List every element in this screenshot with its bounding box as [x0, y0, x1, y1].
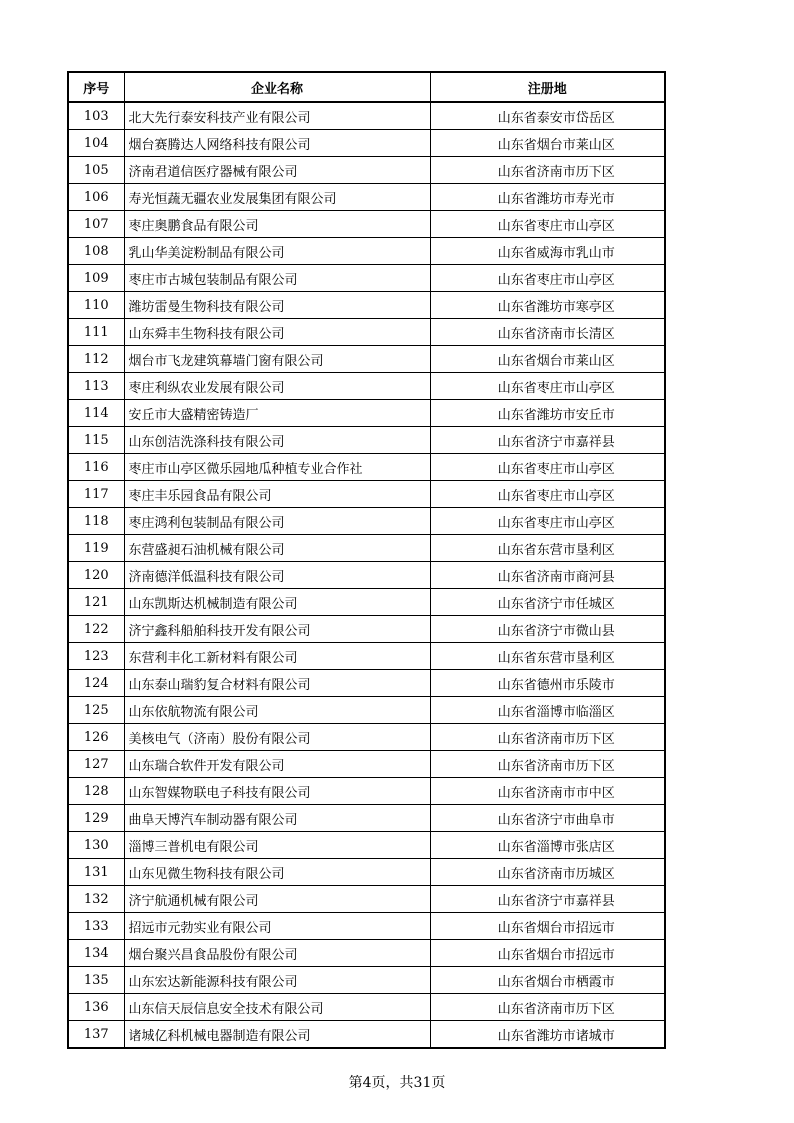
row-serial-number: 105	[68, 157, 124, 184]
row-serial-number: 110	[68, 292, 124, 319]
row-serial-number: 122	[68, 616, 124, 643]
row-serial-number: 103	[68, 102, 124, 130]
row-company-name: 东营盛昶石油机械有限公司	[124, 535, 430, 562]
table-row	[68, 967, 665, 994]
row-serial-number: 114	[68, 400, 124, 427]
row-company-name: 枣庄市古城包装制品有限公司	[124, 265, 430, 292]
row-company-name: 潍坊雷曼生物科技有限公司	[124, 292, 430, 319]
row-serial-number: 126	[68, 724, 124, 751]
row-serial-number: 135	[68, 967, 124, 994]
row-serial-number: 131	[68, 859, 124, 886]
page-number: 第4页，共31页	[348, 1075, 446, 1091]
row-serial-number: 124	[68, 670, 124, 697]
row-registered-place: 山东省潍坊市安丘市	[430, 400, 665, 427]
row-serial-number: 132	[68, 886, 124, 913]
table-row	[68, 751, 665, 778]
table-row	[68, 427, 665, 454]
table-row	[68, 913, 665, 940]
table-row	[68, 535, 665, 562]
header-registered-place: 注册地	[430, 72, 665, 102]
row-company-name: 淄博三普机电有限公司	[124, 832, 430, 859]
row-serial-number: 130	[68, 832, 124, 859]
row-registered-place: 山东省济南市历下区	[430, 751, 665, 778]
table-header-row	[68, 72, 665, 102]
row-registered-place: 山东省枣庄市山亭区	[430, 265, 665, 292]
row-registered-place: 山东省潍坊市寿光市	[430, 184, 665, 211]
row-company-name: 枣庄利纵农业发展有限公司	[124, 373, 430, 400]
row-serial-number: 120	[68, 562, 124, 589]
row-company-name: 枣庄鸿利包装制品有限公司	[124, 508, 430, 535]
row-registered-place: 山东省威海市乳山市	[430, 238, 665, 265]
table-row	[68, 805, 665, 832]
table-row	[68, 102, 665, 130]
row-company-name: 招远市元勃实业有限公司	[124, 913, 430, 940]
row-company-name: 烟台赛腾达人网络科技有限公司	[124, 130, 430, 157]
row-registered-place: 山东省济宁市曲阜市	[430, 805, 665, 832]
row-registered-place: 山东省淄博市临淄区	[430, 697, 665, 724]
row-company-name: 枣庄市山亭区微乐园地瓜种植专业合作社	[124, 454, 430, 481]
table-row	[68, 292, 665, 319]
table-row	[68, 616, 665, 643]
row-registered-place: 山东省济宁市任城区	[430, 589, 665, 616]
table-row	[68, 481, 665, 508]
row-registered-place: 山东省烟台市莱山区	[430, 130, 665, 157]
table-row	[68, 508, 665, 535]
table-row	[68, 1021, 665, 1049]
row-company-name: 诸城亿科机械电器制造有限公司	[124, 1021, 430, 1049]
row-registered-place: 山东省枣庄市山亭区	[430, 508, 665, 535]
row-company-name: 山东信天辰信息安全技术有限公司	[124, 994, 430, 1021]
row-serial-number: 109	[68, 265, 124, 292]
row-serial-number: 134	[68, 940, 124, 967]
row-company-name: 枣庄奥鹏食品有限公司	[124, 211, 430, 238]
row-company-name: 济宁鑫科船舶科技开发有限公司	[124, 616, 430, 643]
row-company-name: 北大先行泰安科技产业有限公司	[124, 102, 430, 130]
row-company-name: 山东见微生物科技有限公司	[124, 859, 430, 886]
row-company-name: 山东泰山瑞豹复合材料有限公司	[124, 670, 430, 697]
row-serial-number: 117	[68, 481, 124, 508]
row-registered-place: 山东省枣庄市山亭区	[430, 481, 665, 508]
row-registered-place: 山东省烟台市莱山区	[430, 346, 665, 373]
row-registered-place: 山东省枣庄市山亭区	[430, 373, 665, 400]
table-row	[68, 589, 665, 616]
row-company-name: 东营利丰化工新材料有限公司	[124, 643, 430, 670]
row-company-name: 枣庄丰乐园食品有限公司	[124, 481, 430, 508]
row-registered-place: 山东省济南市历下区	[430, 157, 665, 184]
enterprise-table	[67, 71, 666, 1049]
row-serial-number: 129	[68, 805, 124, 832]
table-row	[68, 346, 665, 373]
table-row	[68, 454, 665, 481]
row-company-name: 山东宏达新能源科技有限公司	[124, 967, 430, 994]
table-row	[68, 643, 665, 670]
row-company-name: 山东智媒物联电子科技有限公司	[124, 778, 430, 805]
table-row	[68, 778, 665, 805]
header-serial-number: 序号	[68, 72, 124, 102]
row-company-name: 烟台市飞龙建筑幕墙门窗有限公司	[124, 346, 430, 373]
row-serial-number: 115	[68, 427, 124, 454]
row-company-name: 济南君道信医疗器械有限公司	[124, 157, 430, 184]
row-registered-place: 山东省烟台市招远市	[430, 940, 665, 967]
row-registered-place: 山东省济南市市中区	[430, 778, 665, 805]
table-row	[68, 670, 665, 697]
table-row	[68, 265, 665, 292]
row-serial-number: 127	[68, 751, 124, 778]
row-registered-place: 山东省烟台市招远市	[430, 913, 665, 940]
table-row	[68, 697, 665, 724]
table-row	[68, 373, 665, 400]
row-serial-number: 108	[68, 238, 124, 265]
row-company-name: 曲阜天博汽车制动器有限公司	[124, 805, 430, 832]
row-serial-number: 118	[68, 508, 124, 535]
row-serial-number: 106	[68, 184, 124, 211]
row-registered-place: 山东省枣庄市山亭区	[430, 454, 665, 481]
table-row	[68, 319, 665, 346]
row-registered-place: 山东省烟台市栖霞市	[430, 967, 665, 994]
table-row	[68, 211, 665, 238]
row-registered-place: 山东省东营市垦利区	[430, 643, 665, 670]
row-serial-number: 104	[68, 130, 124, 157]
row-registered-place: 山东省枣庄市山亭区	[430, 211, 665, 238]
table-row	[68, 886, 665, 913]
row-serial-number: 111	[68, 319, 124, 346]
row-company-name: 安丘市大盛精密铸造厂	[124, 400, 430, 427]
row-registered-place: 山东省济南市历城区	[430, 859, 665, 886]
row-registered-place: 山东省东营市垦利区	[430, 535, 665, 562]
table-row	[68, 994, 665, 1021]
row-registered-place: 山东省德州市乐陵市	[430, 670, 665, 697]
row-registered-place: 山东省济宁市嘉祥县	[430, 886, 665, 913]
table-row	[68, 400, 665, 427]
row-company-name: 济宁航通机械有限公司	[124, 886, 430, 913]
row-serial-number: 119	[68, 535, 124, 562]
table-row	[68, 184, 665, 211]
row-registered-place: 山东省济南市长清区	[430, 319, 665, 346]
row-company-name: 乳山华美淀粉制品有限公司	[124, 238, 430, 265]
row-company-name: 山东创洁洗涤科技有限公司	[124, 427, 430, 454]
row-company-name: 山东舜丰生物科技有限公司	[124, 319, 430, 346]
table-row	[68, 940, 665, 967]
table-row	[68, 859, 665, 886]
row-serial-number: 116	[68, 454, 124, 481]
row-registered-place: 山东省济宁市微山县	[430, 616, 665, 643]
row-registered-place: 山东省潍坊市诸城市	[430, 1021, 665, 1049]
row-company-name: 山东依航物流有限公司	[124, 697, 430, 724]
table-row	[68, 157, 665, 184]
row-serial-number: 107	[68, 211, 124, 238]
row-registered-place: 山东省潍坊市寒亭区	[430, 292, 665, 319]
row-serial-number: 112	[68, 346, 124, 373]
row-serial-number: 137	[68, 1021, 124, 1049]
row-registered-place: 山东省淄博市张店区	[430, 832, 665, 859]
header-company-name: 企业名称	[124, 72, 430, 102]
row-company-name: 济南德洋低温科技有限公司	[124, 562, 430, 589]
row-registered-place: 山东省济宁市嘉祥县	[430, 427, 665, 454]
row-serial-number: 128	[68, 778, 124, 805]
row-company-name: 美核电气（济南）股份有限公司	[124, 724, 430, 751]
row-serial-number: 125	[68, 697, 124, 724]
row-registered-place: 山东省济南市历下区	[430, 724, 665, 751]
row-serial-number: 123	[68, 643, 124, 670]
table-row	[68, 130, 665, 157]
table-row	[68, 238, 665, 265]
row-serial-number: 133	[68, 913, 124, 940]
row-serial-number: 136	[68, 994, 124, 1021]
table-row	[68, 724, 665, 751]
table-row	[68, 832, 665, 859]
row-company-name: 山东瑞合软件开发有限公司	[124, 751, 430, 778]
row-serial-number: 113	[68, 373, 124, 400]
table-row	[68, 562, 665, 589]
row-company-name: 山东凯斯达机械制造有限公司	[124, 589, 430, 616]
row-registered-place: 山东省济南市历下区	[430, 994, 665, 1021]
row-registered-place: 山东省泰安市岱岳区	[430, 102, 665, 130]
row-company-name: 寿光恒蔬无疆农业发展集团有限公司	[124, 184, 430, 211]
row-registered-place: 山东省济南市商河县	[430, 562, 665, 589]
row-company-name: 烟台聚兴昌食品股份有限公司	[124, 940, 430, 967]
row-serial-number: 121	[68, 589, 124, 616]
